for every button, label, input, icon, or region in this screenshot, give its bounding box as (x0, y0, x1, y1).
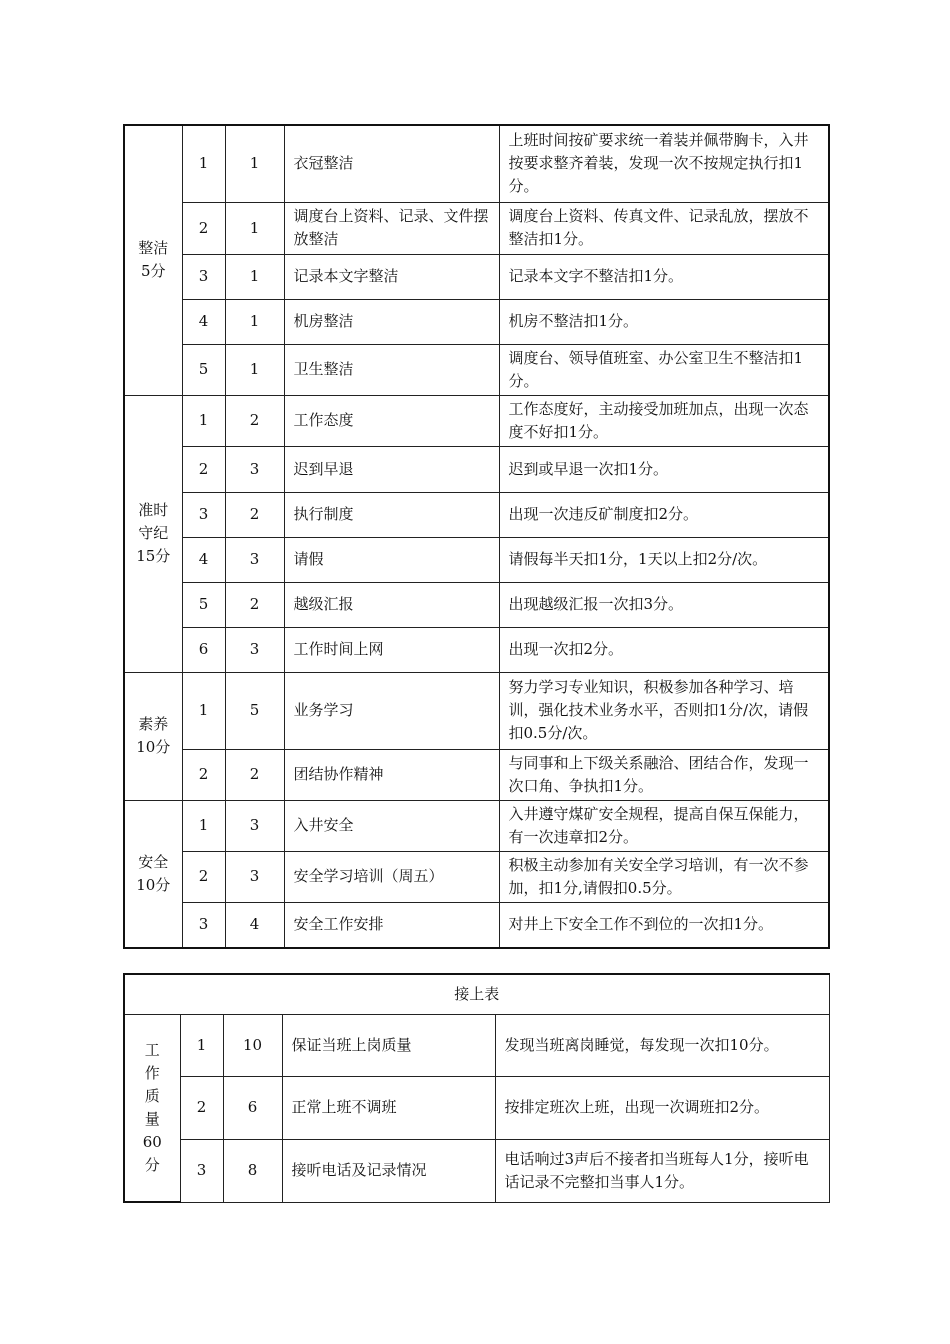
row-rule: 努力学习专业知识，积极参加各种学习、培训，强化技术业务水平，否则扣1分/次，请假扣0.5分/次。 (499, 672, 829, 749)
category-label: 守纪 (138, 524, 169, 542)
table-row (124, 344, 829, 395)
row-rule: 工作态度好，主动接受加班加点，出现一次态度不好扣1分。 (499, 395, 829, 446)
row-number: 5 (182, 344, 225, 395)
row-item: 衣冠整洁 (284, 125, 499, 202)
row-rule: 积极主动参加有关安全学习培训，有一次不参加，扣1分,请假扣0.5分。 (499, 851, 829, 902)
category-cell (124, 125, 182, 395)
category-points: 15分 (136, 547, 171, 565)
row-score: 2 (225, 749, 284, 800)
category-points: 5分 (140, 262, 166, 281)
row-item: 工作时间上网 (284, 627, 499, 672)
table-row (124, 446, 829, 492)
row-item: 卫生整洁 (284, 344, 499, 395)
category-cell (124, 395, 182, 672)
row-item: 安全学习培训（周五） (284, 851, 499, 902)
category-label: 素养 (138, 715, 169, 733)
row-rule: 出现越级汇报一次扣3分。 (499, 582, 829, 627)
row-number: 1 (182, 395, 225, 446)
table-row (124, 851, 829, 902)
row-score: 3 (225, 537, 284, 582)
row-score: 3 (225, 800, 284, 851)
row-score: 1 (225, 254, 284, 299)
category-label: 准时 (138, 501, 169, 519)
row-number: 2 (180, 1076, 223, 1139)
table-row (124, 800, 829, 851)
row-score: 1 (225, 125, 284, 202)
table-row (124, 1076, 829, 1139)
row-number: 2 (182, 446, 225, 492)
row-rule: 调度台上资料、传真文件、记录乱放，摆放不整洁扣1分。 (499, 202, 829, 254)
row-number: 3 (182, 254, 225, 299)
row-item: 保证当班上岗质量 (282, 1014, 495, 1076)
table-row (124, 672, 829, 749)
row-score: 5 (225, 672, 284, 749)
category-label: 整洁 (138, 239, 169, 258)
table-row (124, 1014, 829, 1076)
row-number: 6 (182, 627, 225, 672)
table-row (124, 492, 829, 537)
row-item: 业务学习 (284, 672, 499, 749)
row-number: 3 (182, 492, 225, 537)
table-row (124, 299, 829, 344)
continued-table (123, 973, 830, 1203)
row-item: 记录本文字整洁 (284, 254, 499, 299)
row-item: 请假 (284, 537, 499, 582)
row-rule: 迟到或早退一次扣1分。 (499, 446, 829, 492)
category-label: 作 (144, 1063, 160, 1082)
table-row (124, 627, 829, 672)
row-number: 3 (182, 902, 225, 948)
category-points: 10分 (136, 875, 171, 894)
row-score: 10 (223, 1014, 282, 1076)
row-number: 1 (182, 125, 225, 202)
table-row (124, 125, 829, 202)
category-label: 分 (144, 1155, 160, 1174)
row-score: 4 (225, 902, 284, 948)
category-points: 60 (142, 1132, 162, 1151)
row-rule: 按排定班次上班，出现一次调班扣2分。 (495, 1076, 829, 1139)
assessment-table (123, 124, 830, 949)
table-row (124, 749, 829, 800)
category-points: 10分 (136, 738, 171, 756)
row-rule: 调度台、领导值班室、办公室卫生不整洁扣1分。 (499, 344, 829, 395)
row-rule: 入井遵守煤矿安全规程，提高自保互保能力，有一次违章扣2分。 (499, 800, 829, 851)
table-header-row (124, 974, 829, 1014)
row-score: 3 (225, 446, 284, 492)
row-item: 工作态度 (284, 395, 499, 446)
row-score: 2 (225, 582, 284, 627)
category-cell (124, 800, 182, 948)
row-item: 机房整洁 (284, 299, 499, 344)
row-score: 6 (223, 1076, 282, 1139)
row-item: 执行制度 (284, 492, 499, 537)
row-score: 2 (225, 395, 284, 446)
row-item: 接听电话及记录情况 (282, 1139, 495, 1202)
row-rule: 对井上下安全工作不到位的一次扣1分。 (499, 902, 829, 948)
row-number: 1 (182, 800, 225, 851)
row-number: 4 (182, 537, 225, 582)
row-score: 8 (223, 1139, 282, 1202)
row-score: 1 (225, 299, 284, 344)
row-rule: 出现一次扣2分。 (499, 627, 829, 672)
table-row (124, 582, 829, 627)
continued-header: 接上表 (124, 974, 829, 1014)
row-number: 5 (182, 582, 225, 627)
category-cell (124, 1014, 180, 1202)
row-number: 3 (180, 1139, 223, 1202)
row-score: 3 (225, 851, 284, 902)
table-row (124, 395, 829, 446)
row-score: 1 (225, 344, 284, 395)
row-number: 1 (182, 672, 225, 749)
row-score: 3 (225, 627, 284, 672)
row-score: 2 (225, 492, 284, 537)
table-row (124, 254, 829, 299)
category-label: 质 (144, 1086, 160, 1105)
table-row (124, 202, 829, 254)
row-item: 团结协作精神 (284, 749, 499, 800)
row-item: 越级汇报 (284, 582, 499, 627)
row-item: 安全工作安排 (284, 902, 499, 948)
table-row (124, 902, 829, 948)
row-rule: 上班时间按矿要求统一着装并佩带胸卡，入井按要求整齐着装，发现一次不按规定执行扣1分。 (499, 125, 829, 202)
row-rule: 电话响过3声后不接者扣当班每人1分，接听电话记录不完整扣当事人1分。 (495, 1139, 829, 1202)
category-label: 工 (144, 1040, 160, 1059)
row-number: 2 (182, 749, 225, 800)
row-number: 1 (180, 1014, 223, 1076)
row-rule: 与同事和上下级关系融洽、团结合作，发现一次口角、争执扣1分。 (499, 749, 829, 800)
category-label: 安全 (138, 852, 169, 871)
row-item: 调度台上资料、记录、文件摆放整洁 (284, 202, 499, 254)
row-number: 2 (182, 851, 225, 902)
row-item: 迟到早退 (284, 446, 499, 492)
category-label: 量 (144, 1109, 160, 1128)
row-number: 4 (182, 299, 225, 344)
category-cell (124, 672, 182, 800)
row-item: 入井安全 (284, 800, 499, 851)
table-row (124, 1139, 829, 1202)
row-rule: 机房不整洁扣1分。 (499, 299, 829, 344)
table-row (124, 537, 829, 582)
row-rule: 请假每半天扣1分，1天以上扣2分/次。 (499, 537, 829, 582)
row-item: 正常上班不调班 (282, 1076, 495, 1139)
row-score: 1 (225, 202, 284, 254)
row-rule: 记录本文字不整洁扣1分。 (499, 254, 829, 299)
row-rule: 发现当班离岗睡觉，每发现一次扣10分。 (495, 1014, 829, 1076)
row-rule: 出现一次违反矿制度扣2分。 (499, 492, 829, 537)
row-number: 2 (182, 202, 225, 254)
